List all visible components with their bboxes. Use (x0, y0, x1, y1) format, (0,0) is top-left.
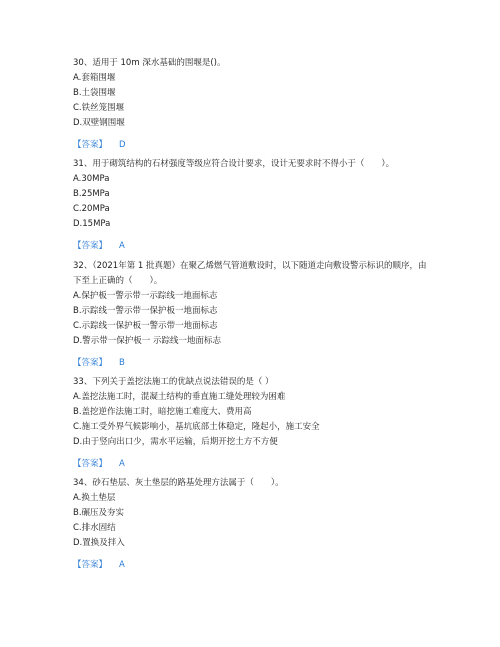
option-d: D.双壁钢围堰 (73, 118, 125, 128)
question-stem: 31、用于砌筑结构的石材强度等级应符合设计要求，设计无要求时不得小于（ ）。 (73, 159, 395, 169)
question-stem: 30、适用于 10m 深水基础的围堰是()。 (73, 58, 226, 68)
answer-label: 【答案】 (73, 241, 108, 251)
answer-value: B (119, 358, 125, 368)
answer-value: A (119, 241, 125, 251)
option-a: A.盖挖法施工时，混凝土结构的垂直施工缝处理较为困难 (73, 392, 286, 402)
option-b: B.盖挖逆作法施工时，暗挖施工难度大、费用高 (73, 407, 252, 417)
option-c: C.20MPa (73, 204, 110, 214)
answer-line (73, 558, 433, 573)
answer-line (73, 138, 433, 153)
option-d: D.15MPa (73, 219, 111, 229)
option-d: D.由于竖向出口少，需水平运输，后期开挖土方不方便 (73, 437, 278, 447)
question-32 (73, 259, 433, 371)
option-c: C.示踪线一保护板一警示带一地面标志 (73, 321, 218, 331)
option-c: C.铁丝笼围堰 (73, 103, 125, 113)
answer-line (73, 356, 433, 371)
option-b: B.碾压及夯实 (73, 508, 125, 518)
question-stem: 32、（2021年第 1 批真题）在聚乙烯燃气管道敷设时，以下随道走向敷设警示标识的顺序，由下至上正确的（ ）。 (73, 261, 427, 286)
option-a: A.套箱围堰 (73, 73, 116, 83)
option-c: C.排水固结 (73, 523, 116, 533)
answer-value: A (119, 560, 125, 570)
answer-label: 【答案】 (73, 358, 108, 368)
option-c: C.施工受外界气候影响小，基坑底部土体稳定，隆起小，施工安全 (73, 422, 320, 432)
option-a: A.30MPa (73, 174, 110, 184)
question-stem: 33、下列关于盖挖法施工的优缺点说法错误的是（ ） (73, 377, 274, 387)
answer-label: 【答案】 (73, 560, 108, 570)
answer-line (73, 457, 433, 472)
option-d: D.警示带一保护板一 示踪线一地面标志 (73, 336, 221, 346)
option-b: B.示踪线一警示带一保护板一地面标志 (73, 306, 218, 316)
question-30 (73, 56, 433, 153)
option-a: A.换土垫层 (73, 493, 116, 503)
option-b: B.土袋围堰 (73, 88, 116, 98)
answer-label: 【答案】 (73, 459, 108, 469)
answer-label: 【答案】 (73, 140, 108, 150)
question-33 (73, 375, 433, 472)
question-34 (73, 476, 433, 573)
question-stem: 34、砂石垫层、灰土垫层的路基处理方法属于（ ）。 (73, 478, 284, 488)
answer-line (73, 239, 433, 254)
option-b: B.25MPa (73, 189, 110, 199)
option-d: D.置换及拌入 (73, 538, 125, 548)
question-31 (73, 157, 433, 254)
answer-value: D (119, 140, 126, 150)
option-a: A.保护板一警示带一示踪线一地面标志 (73, 291, 218, 301)
answer-value: A (119, 459, 125, 469)
